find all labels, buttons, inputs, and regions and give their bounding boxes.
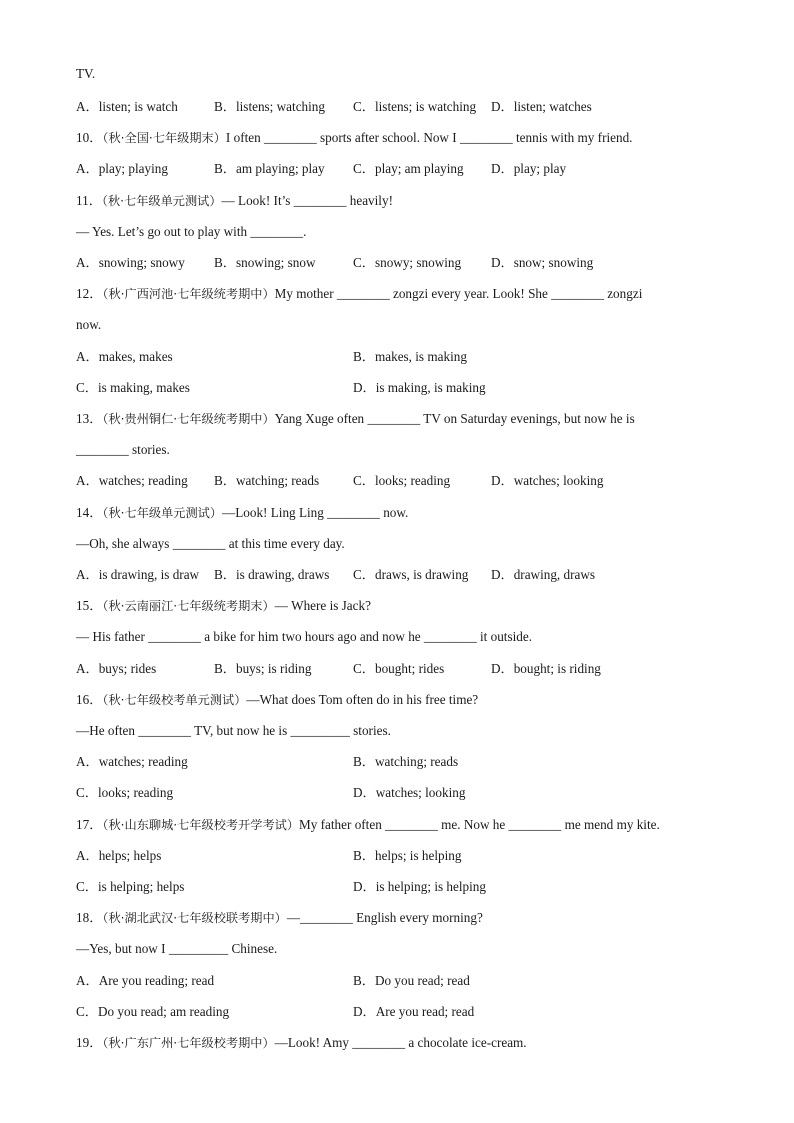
question-source: （秋·湖北武汉·七年级校联考期中）: [102, 911, 287, 925]
option-a: A．is drawing, is draw: [76, 567, 200, 582]
option-a: A．helps; helps: [76, 848, 162, 863]
option-c: C．play; am playing: [353, 161, 464, 176]
question-number: 15．: [76, 598, 103, 613]
question-15-stem: [76, 598, 371, 614]
question-number: 16．: [76, 692, 103, 707]
question-number: 13．: [76, 411, 103, 426]
question-text: ________ stories.: [76, 442, 170, 457]
question-source: （秋·七年级单元测试）: [101, 194, 222, 208]
option-c: C．is helping; helps: [76, 879, 185, 894]
question-source: （秋·云南丽江·七年级统考期末）: [102, 599, 275, 613]
question-source: （秋·广东广州·七年级校考期中）: [102, 1036, 275, 1050]
option-d: D．listen; watches: [491, 99, 592, 114]
question-text: — Look! It’s ________ heavily!: [221, 193, 393, 208]
option-b: B．snowing; snow: [214, 255, 316, 270]
question-source: （秋·山东聊城·七年级校考开学考试）: [102, 818, 300, 832]
option-b: B．watching; reads: [214, 473, 320, 488]
question-text: — Where is Jack?: [274, 598, 371, 613]
question-number: 11．: [76, 193, 102, 208]
question-number: 10．: [76, 130, 103, 145]
option-b: B．am playing; play: [214, 161, 325, 176]
option-c: C．snowy; snowing: [353, 255, 462, 270]
question-text: My father often ________ me. Now he ________ me mend my kite.: [299, 817, 660, 832]
option-d: D．bought; is riding: [491, 661, 601, 676]
question-text: — Yes. Let’s go out to play with ________.: [76, 224, 307, 239]
option-b: B．helps; is helping: [353, 848, 462, 863]
question-source: （秋·七年级校考单元测试）: [102, 693, 247, 707]
option-b: B．buys; is riding: [214, 661, 312, 676]
option-a: A．Are you reading; read: [76, 973, 215, 988]
option-b: B．makes, is making: [353, 349, 467, 364]
question-text: —He often ________ TV, but now he is _________ stories.: [76, 723, 391, 738]
option-d: D．watches; looking: [353, 785, 466, 800]
question-text: —Look! Ling Ling ________ now.: [222, 505, 409, 520]
question-10-stem: [76, 130, 632, 146]
question-source: （秋·七年级单元测试）: [102, 506, 223, 520]
option-d: D．watches; looking: [491, 473, 604, 488]
question-11-stem: [76, 193, 393, 209]
question-12-stem: [76, 286, 642, 302]
question-text: now.: [76, 317, 102, 332]
option-b: B．Do you read; read: [353, 973, 470, 988]
option-c: C．draws, is drawing: [353, 567, 469, 582]
question-source: （秋·全国·七年级期末）: [102, 131, 226, 145]
question-16-stem: [76, 692, 478, 708]
option-c: C．looks; reading: [353, 473, 451, 488]
option-d: D．is making, is making: [353, 380, 486, 395]
question-number: 14．: [76, 505, 103, 520]
question-text: —Oh, she always ________ at this time every day.: [76, 536, 345, 551]
option-a: A．makes, makes: [76, 349, 173, 364]
option-c: C．Do you read; am reading: [76, 1004, 230, 1019]
option-c: C．is making, makes: [76, 380, 190, 395]
option-c: C．looks; reading: [76, 785, 174, 800]
option-a: A．buys; rides: [76, 661, 157, 676]
question-text: My mother ________ zongzi every year. Look! She ________ zongzi: [274, 286, 643, 301]
question-number: 12．: [76, 286, 103, 301]
option-c: C．bought; rides: [353, 661, 445, 676]
question-text: — His father ________ a bike for him two hours ago and now he ________ it outside.: [76, 629, 532, 644]
question-text: Yang Xuge often ________ TV on Saturday evenings, but now he is: [274, 411, 635, 426]
option-c: C．listens; is watching: [353, 99, 477, 114]
option-a: A．watches; reading: [76, 473, 188, 488]
leading-text: TV.: [76, 66, 96, 81]
option-d: D．is helping; is helping: [353, 879, 486, 894]
option-d: D．snow; snowing: [491, 255, 594, 270]
question-source: （秋·贵州铜仁·七年级统考期中）: [102, 412, 275, 426]
option-d: D．play; play: [491, 161, 567, 176]
question-text: —What does Tom often do in his free time?: [246, 692, 479, 707]
question-text: —________ English every morning?: [286, 910, 483, 925]
option-a: A．listen; is watch: [76, 99, 178, 114]
option-a: A．watches; reading: [76, 754, 188, 769]
question-14-stem: [76, 505, 408, 521]
question-19-stem: [76, 1035, 527, 1051]
option-a: A．play; playing: [76, 161, 168, 176]
question-text: I often ________ sports after school. Now I ________ tennis with my friend.: [225, 130, 633, 145]
question-number: 17．: [76, 817, 103, 832]
question-text: —Yes, but now I _________ Chinese.: [76, 941, 278, 956]
question-number: 19．: [76, 1035, 103, 1050]
question-number: 18．: [76, 910, 103, 925]
option-b: B．listens; watching: [214, 99, 325, 114]
question-17-stem: [76, 817, 660, 833]
option-d: D．drawing, draws: [491, 567, 596, 582]
question-text: —Look! Amy ________ a chocolate ice-cream.: [274, 1035, 527, 1050]
question-source: （秋·广西河池·七年级统考期中）: [102, 287, 275, 301]
option-b: B．watching; reads: [353, 754, 459, 769]
option-a: A．snowing; snowy: [76, 255, 185, 270]
question-18-stem: [76, 910, 483, 926]
option-b: B．is drawing, draws: [214, 567, 330, 582]
question-13-stem: [76, 411, 635, 427]
option-d: D．Are you read; read: [353, 1004, 475, 1019]
